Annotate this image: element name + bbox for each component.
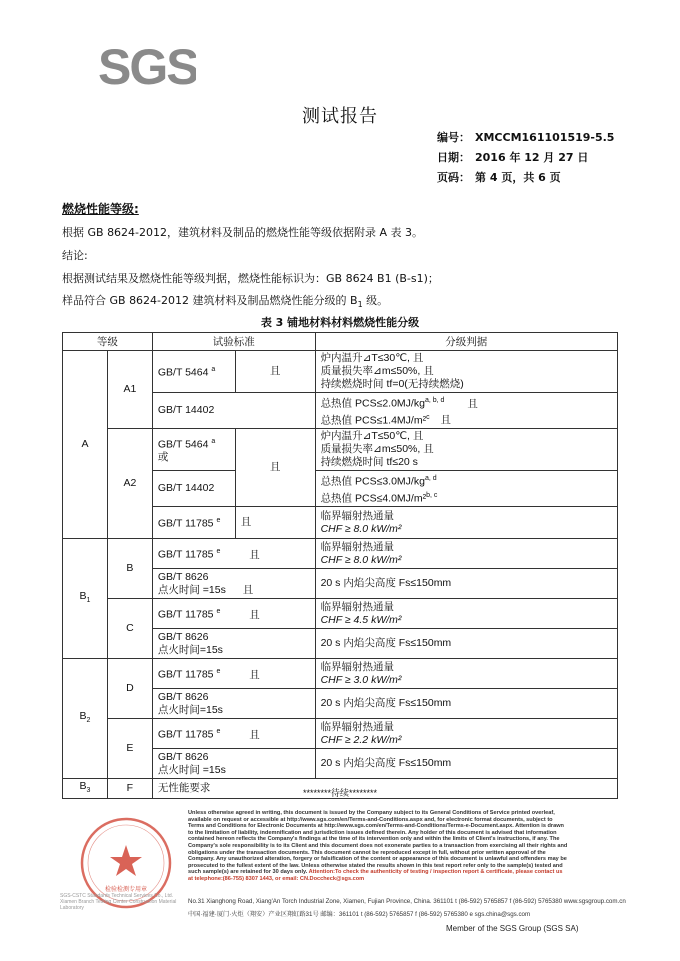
std-name: GB/T 11785 xyxy=(157,668,214,681)
compliance-end: 级。 xyxy=(362,294,389,307)
criteria-a1 xyxy=(315,351,617,393)
sub-b: B xyxy=(107,539,152,599)
criteria-line: 持续燃烧时间 tf≤20 s xyxy=(320,456,418,468)
number-value: XMCCM161101519-5.5 xyxy=(475,131,615,144)
criteria-a2 xyxy=(315,429,617,471)
criteria-line xyxy=(321,394,612,411)
grade-b2 xyxy=(63,659,108,779)
compliance-sub: 1 xyxy=(357,300,363,310)
std-11785 xyxy=(152,599,315,629)
std-name: GB/T 11785 xyxy=(157,517,214,530)
criteria-line: 质量损失率⊿m≤50%, 且 xyxy=(320,443,434,455)
date-label: 日期： xyxy=(437,151,470,164)
std-11785 xyxy=(152,719,315,749)
std-5464 xyxy=(152,351,235,393)
std-11785 xyxy=(152,507,235,539)
chf-value: CHF ≥ 8.0 kW/m² xyxy=(320,522,402,535)
criteria-sup: a, b, d xyxy=(424,397,445,404)
and-label: 且 xyxy=(249,728,260,741)
stamp-caption: SGS-CSTC Standards Technical Services Co., Ltd. Xiamen Branch Testing Center Construction Material Laboratory xyxy=(60,893,177,911)
std-11785 xyxy=(152,539,315,569)
sub-a2: A2 xyxy=(107,429,152,539)
grade-sub: 3 xyxy=(86,787,91,795)
address-en: No.31 Xianghong Road, Xiang'An Torch Industrial Zone, Xiamen, Fujian Province, China. 361101 t (86-592) 5765857 f (86-592) 5765380 www.sgsgroup.com.cn xyxy=(188,898,626,905)
disclaimer xyxy=(188,810,568,883)
std-sup: e xyxy=(216,728,221,736)
sub-f: F xyxy=(107,779,152,799)
sgs-logo-text: SGS xyxy=(98,40,196,90)
std-8626 xyxy=(152,689,315,719)
chf-label: 临界辐射热通量 xyxy=(320,720,395,733)
std-name: GB/T 11785 xyxy=(157,728,214,741)
std-name: GB/T 5464 xyxy=(157,366,209,379)
date-value: 2016 年 12 月 27 日 xyxy=(475,151,589,164)
sub-a1: A1 xyxy=(107,351,152,429)
paragraph-conclusion-label: 结论: xyxy=(62,249,88,262)
criteria-text: 总热值 PCS≤1.4MJ/m² xyxy=(320,414,427,426)
and-label: 且 xyxy=(242,583,254,596)
std-8626 xyxy=(152,749,315,779)
std-sup: e xyxy=(216,668,221,676)
and-label: 且 xyxy=(235,429,315,507)
std-name: GB/T 8626 xyxy=(157,570,209,583)
std-14402: GB/T 14402 xyxy=(152,471,235,507)
std-name: GB/T 11785 xyxy=(157,608,214,621)
chf-value: CHF ≥ 4.5 kW/m² xyxy=(320,613,402,626)
std-name: GB/T 5464 xyxy=(157,438,209,451)
table-row xyxy=(63,599,618,629)
std-sup: e xyxy=(216,517,221,525)
std-sup: e xyxy=(216,608,221,616)
grade-text: B xyxy=(79,709,87,722)
std-name: GB/T 8626 xyxy=(157,750,209,763)
std-8626 xyxy=(152,629,315,659)
std-name: GB/T 11785 xyxy=(157,548,214,561)
criteria-line: 持续燃烧时间 tf=0(无持续燃烧) xyxy=(320,378,464,390)
std-14402: GB/T 14402 xyxy=(152,393,315,429)
grade-sub: 2 xyxy=(86,717,91,725)
criteria-a2-pcs xyxy=(315,471,617,507)
std-sup: a xyxy=(211,437,216,445)
sub-c: C xyxy=(107,599,152,659)
criteria-line: 炉内温升⊿T≤50℃, 且 xyxy=(320,430,424,442)
and-label: 且 xyxy=(467,397,478,410)
classification-table xyxy=(62,332,618,799)
stamp-label: 检验检测专用章 xyxy=(104,886,148,893)
criteria-chf xyxy=(315,599,617,629)
std-ignition: 点火时间 =15s xyxy=(157,583,226,596)
grade-sub: 1 xyxy=(86,597,91,605)
std-sup: a xyxy=(211,366,216,374)
criteria-chf xyxy=(315,539,617,569)
criteria-line xyxy=(321,472,612,489)
page-label: 页码： xyxy=(437,171,470,184)
std-sup: e xyxy=(216,548,221,556)
criteria-line: 炉内温升⊿T≤30℃, 且 xyxy=(320,352,424,364)
criteria-text: 总热值 PCS≤4.0MJ/m² xyxy=(320,492,427,504)
criteria-chf xyxy=(315,507,617,539)
criteria-a1-pcs xyxy=(315,393,617,429)
criteria-sup: a, d xyxy=(424,475,437,482)
attention-text: Attention:To check the authenticity of testing / inspection report & certificate, please contact us at telephone:(86-755) 8307 1443, or email: CN.Doccheck@sgs.com xyxy=(188,869,563,882)
criteria-sup: b, c xyxy=(426,491,438,499)
and-label xyxy=(235,507,315,539)
and-label: 且 xyxy=(249,608,260,621)
page-value: 第 4 页，共 6 页 xyxy=(475,171,561,184)
paragraph-compliance xyxy=(62,292,388,309)
criteria-line xyxy=(321,489,612,506)
chf-value: CHF ≥ 3.0 kW/m² xyxy=(320,673,402,686)
grade-text: B xyxy=(79,780,87,792)
criteria-chf xyxy=(315,659,617,689)
chf-label: 临界辐射热通量 xyxy=(320,540,395,553)
and-label: 且 xyxy=(440,414,452,426)
chf-label: 临界辐射热通量 xyxy=(320,660,395,673)
std-ignition: 点火时间=15s xyxy=(157,643,223,656)
sgs-logo xyxy=(98,40,196,90)
std-5464-or xyxy=(152,429,235,471)
chf-label: 临界辐射热通量 xyxy=(320,509,395,522)
grade-b1 xyxy=(63,539,108,659)
std-ignition: 点火时间 =15s xyxy=(157,763,226,776)
criteria-text: 总热值 PCS≤3.0MJ/kg xyxy=(320,475,425,488)
criteria-fs: 20 s 内焰尖高度 Fs≤150mm xyxy=(315,689,617,719)
compliance-text: 样品符合 GB 8624-2012 建筑材料及制品燃烧性能分级的 B xyxy=(62,294,358,307)
continued-mark: ********待续******** xyxy=(302,788,378,798)
criteria-fs: 20 s 内焰尖高度 Fs≤150mm xyxy=(315,629,617,659)
table-row xyxy=(63,429,618,471)
criteria-line xyxy=(321,411,612,428)
and-label: 且 xyxy=(249,548,260,561)
criteria-text: 总热值 PCS≤2.0MJ/kg xyxy=(320,397,425,410)
report-meta xyxy=(437,128,614,188)
paragraph-basis: 根据 GB 8624-2012，建筑材料及制品的燃烧性能等级依据附录 A 表 3。 xyxy=(62,226,424,239)
table-row xyxy=(63,719,618,749)
criteria-chf xyxy=(315,719,617,749)
std-11785 xyxy=(152,659,315,689)
std-name: GB/T 8626 xyxy=(157,630,209,643)
std-name: GB/T 8626 xyxy=(157,690,209,703)
header-standard: 试验标准 xyxy=(152,333,315,351)
criteria-fs: 20 s 内焰尖高度 Fs≤150mm xyxy=(315,749,617,779)
chf-value: CHF ≥ 2.2 kW/m² xyxy=(320,733,402,746)
chf-label: 临界辐射热通量 xyxy=(320,600,395,613)
page-title: 测试报告 xyxy=(302,106,378,127)
table-row xyxy=(63,351,618,393)
grade-text: B xyxy=(79,589,87,602)
criteria-fs: 20 s 内焰尖高度 Fs≤150mm xyxy=(315,569,617,599)
number-label: 编号： xyxy=(437,131,470,144)
or-label: 或 xyxy=(157,451,169,464)
no-requirement: 无性能要求 xyxy=(152,779,617,799)
std-8626 xyxy=(152,569,315,599)
criteria-sup: c xyxy=(426,413,430,421)
sub-d: D xyxy=(107,659,152,719)
table-header-row xyxy=(63,333,618,351)
and-text: 且 xyxy=(240,516,252,528)
address-cn: 中国·福建·厦门·火炬（翔安）产业区翔虹路31号 邮编：361101 t (86-592) 5765857 f (86-592) 5765380 e sgs.china@sgs.com xyxy=(188,911,531,918)
table-row xyxy=(63,659,618,689)
header-criteria: 分级判据 xyxy=(315,333,617,351)
disclaimer-text: Unless otherwise agreed in writing, this document is issued by the Company subject to its General Conditions of Service printed overleaf, available on request or accessible at http://www.sgs.com/en/Terms-and-Conditions.aspx and, for electronic format documents, subject to Terms and Conditions for Electronic Documents at http://www.sgs.com/en/Terms-and-Conditions/Terms-e-Document.aspx. Attention is drawn to the limitation of liability, indemnification and jurisdiction issues defined therein. Any holder of this document is advised that information contained hereon reflects the Company's findings at the time of its intervention only and within the limits of Client's instructions, if any. The Company's sole responsibility is to its Client and this document does not exonerate parties to a transaction from exercising all their rights and obligations under the transaction documents. This document cannot be reproduced except in full, without prior written approval of the Company. Any unauthorized alteration, forgery or falsification of the content or appearance of this document is unlawful and offenders may be prosecuted to the fullest extent of the law. Unless otherwise stated the results shown in this test report refer only to the sample(s) tested and such sample(s) are retained for 30 days only. xyxy=(188,810,568,876)
paragraph-classification: 根据测试结果及燃烧性能等级判据，燃烧性能标识为：GB 8624 B1 (B-s1)； xyxy=(62,272,439,285)
and-label: 且 xyxy=(249,668,260,681)
header-grade: 等级 xyxy=(63,333,153,351)
member-line: Member of the SGS Group (SGS SA) xyxy=(446,924,579,933)
section-heading: 燃烧性能等级: xyxy=(62,202,139,216)
chf-value: CHF ≥ 8.0 kW/m² xyxy=(320,553,402,566)
grade-a: A xyxy=(63,351,108,539)
table-title: 表 3 铺地材料材料燃烧性能分级 xyxy=(260,316,420,329)
table-row xyxy=(63,539,618,569)
sub-e: E xyxy=(107,719,152,779)
and-label: 且 xyxy=(235,351,315,393)
std-ignition: 点火时间=15s xyxy=(157,703,223,716)
criteria-line: 质量损失率⊿m≤50%, 且 xyxy=(320,365,434,377)
